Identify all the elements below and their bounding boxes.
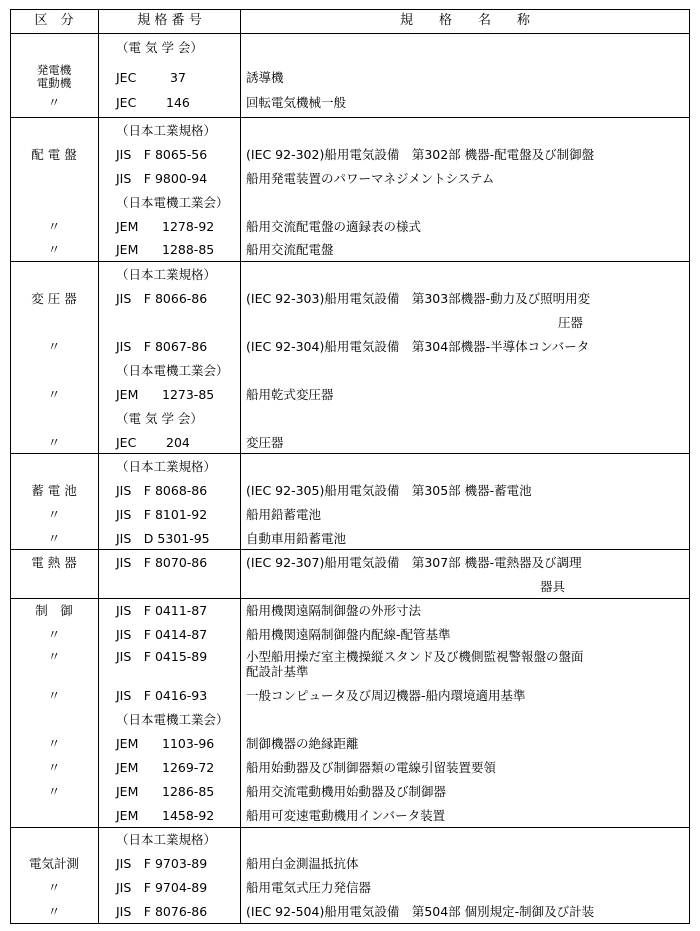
- ditto-mark: 〃: [47, 649, 61, 664]
- standard-code: JIS F 0411-87: [116, 603, 208, 618]
- standard-name: (IEC 92-307)船用電気設備 第307部 機器-電熱器及び調理: [246, 555, 582, 570]
- standard-code: JEC 37: [116, 70, 186, 85]
- standard-code: JIS F 9703-89: [116, 856, 208, 871]
- standard-code: JIS F 9704-89: [116, 880, 208, 895]
- section-divider: [10, 598, 690, 599]
- standard-name: (IEC 92-303)船用電気設備 第303部機器-動力及び照明用変: [246, 291, 591, 306]
- section-divider: [10, 453, 690, 454]
- standard-name: 誘導機: [246, 70, 284, 85]
- ditto-mark: 〃: [47, 627, 61, 642]
- standard-code: JIS F 8067-86: [116, 339, 208, 354]
- standard-code: JIS F 8066-86: [116, 291, 208, 306]
- standard-name-continuation: 圧器: [558, 315, 584, 330]
- category-label: 電 熱 器: [31, 555, 77, 570]
- section-divider: [10, 117, 690, 118]
- category-label: 制 御: [35, 603, 73, 618]
- category-label: 電動機: [36, 76, 72, 90]
- standard-name: 制御機器の絶縁距離: [246, 736, 359, 751]
- header-divider: [10, 33, 690, 34]
- ditto-mark: 〃: [47, 435, 61, 450]
- org-label: （日本電機工業会）: [116, 195, 229, 210]
- org-label: （電 気 学 会）: [116, 411, 203, 426]
- standard-code: JIS F 8068-86: [116, 483, 208, 498]
- table-border-bottom: [10, 923, 690, 924]
- standard-name: (IEC 92-302)船用電気設備 第302部 機器-配電盤及び制御盤: [246, 147, 595, 162]
- standard-name: 船用鉛蓄電池: [246, 507, 322, 522]
- category-label: 変 圧 器: [31, 291, 77, 306]
- org-label: （日本電機工業会）: [116, 363, 229, 378]
- ditto-mark: 〃: [47, 904, 61, 919]
- ditto-mark: 〃: [47, 387, 61, 402]
- standard-name: 回転電気機械一般: [246, 95, 347, 110]
- section-divider: [10, 549, 690, 550]
- standard-name: 船用電気式圧力発信器: [246, 880, 372, 895]
- standard-name: 船用可変速電動機用インバータ装置: [246, 808, 446, 823]
- org-label: （日本電機工業会）: [116, 712, 229, 727]
- category-label: 発電機: [36, 63, 72, 77]
- ditto-mark: 〃: [47, 339, 61, 354]
- category-label: 蓄 電 池: [31, 483, 77, 498]
- standard-code: JIS F 8070-86: [116, 555, 208, 570]
- ditto-mark: 〃: [47, 95, 61, 110]
- standard-code: JEC 146: [116, 95, 190, 110]
- ditto-mark: 〃: [47, 784, 61, 799]
- standard-name: (IEC 92-305)船用電気設備 第305部 機器-蓄電池: [246, 483, 532, 498]
- standard-name: 船用白金測温抵抗体: [246, 856, 359, 871]
- standard-name: 自動車用鉛蓄電池: [246, 531, 347, 546]
- header-code: 規 格 番 号: [137, 13, 202, 28]
- table-border-right: [689, 9, 690, 924]
- standard-code: JEM 1269-72: [116, 760, 215, 775]
- standard-code: JIS F 8065-56: [116, 147, 208, 162]
- standard-name: 船用交流電動機用始動器及び制御器: [246, 784, 447, 799]
- standard-code: JEM 1288-85: [116, 242, 215, 257]
- category-label: 電気計測: [28, 856, 79, 871]
- standard-code: JEM 1273-85: [116, 387, 215, 402]
- ditto-mark: 〃: [47, 760, 61, 775]
- ditto-mark: 〃: [47, 531, 61, 546]
- standard-name: 船用機関遠隔制御盤の外形寸法: [246, 603, 422, 618]
- standard-code: JIS F 9800-94: [116, 171, 208, 186]
- standard-name: 変圧器: [246, 435, 284, 450]
- standard-name: 小型船用操だ室主機操縦スタンド及び機側監視警報盤の盤面: [246, 649, 584, 664]
- standard-name: 船用始動器及び制御器類の電線引留装置要領: [246, 760, 497, 775]
- standard-name: 船用交流配電盤の適録表の様式: [246, 219, 422, 234]
- standard-code: JIS F 8076-86: [116, 904, 208, 919]
- standard-name: 一般コンピュータ及び周辺機器-船内環境適用基準: [246, 688, 526, 703]
- standard-name: 船用乾式変圧器: [246, 387, 334, 402]
- column-divider-2: [240, 9, 241, 924]
- ditto-mark: 〃: [47, 507, 61, 522]
- org-label: （日本工業規格）: [116, 459, 217, 474]
- org-label: （日本工業規格）: [116, 832, 217, 847]
- table-border-top: [10, 9, 690, 10]
- standard-code: JEM 1278-92: [116, 219, 215, 234]
- column-divider-1: [98, 9, 99, 924]
- org-label: （電 気 学 会）: [116, 40, 203, 55]
- standard-name: 船用交流配電盤: [246, 242, 334, 257]
- ditto-mark: 〃: [47, 219, 61, 234]
- standard-code: JIS F 0414-87: [116, 627, 208, 642]
- standard-code: JIS F 0415-89: [116, 649, 208, 664]
- ditto-mark: 〃: [47, 736, 61, 751]
- standard-name: 船用発電装置のパワーマネジメントシステム: [246, 171, 495, 186]
- standard-name: (IEC 92-504)船用電気設備 第504部 個別規定-制御及び計装: [246, 904, 595, 919]
- standard-code: JIS F 0416-93: [116, 688, 208, 703]
- ditto-mark: 〃: [47, 880, 61, 895]
- section-divider: [10, 827, 690, 828]
- standard-code: JEM 1286-85: [116, 784, 215, 799]
- org-label: （日本工業規格）: [116, 267, 217, 282]
- standards-table: [10, 9, 690, 924]
- standard-code: JEM 1103-96: [116, 736, 215, 751]
- standard-name: 船用機関遠隔制御盤内配線-配管基準: [246, 627, 451, 642]
- standard-name-continuation: 器具: [540, 579, 566, 594]
- standard-code: JEM 1458-92: [116, 808, 215, 823]
- standard-name-continuation: 配設計基準: [246, 664, 309, 679]
- section-divider: [10, 261, 690, 262]
- category-label: 配 電 盤: [31, 147, 77, 162]
- standard-code: JIS D 5301-95: [116, 531, 210, 546]
- org-label: （日本工業規格）: [116, 123, 217, 138]
- ditto-mark: 〃: [47, 242, 61, 257]
- header-name: 規 格 名 称: [399, 13, 530, 28]
- standard-code: JEC 204: [116, 435, 190, 450]
- standard-name: (IEC 92-304)船用電気設備 第304部機器-半導体コンバータ: [246, 339, 590, 354]
- standard-code: JIS F 8101-92: [116, 507, 208, 522]
- ditto-mark: 〃: [47, 688, 61, 703]
- header-category: 区 分: [34, 13, 74, 28]
